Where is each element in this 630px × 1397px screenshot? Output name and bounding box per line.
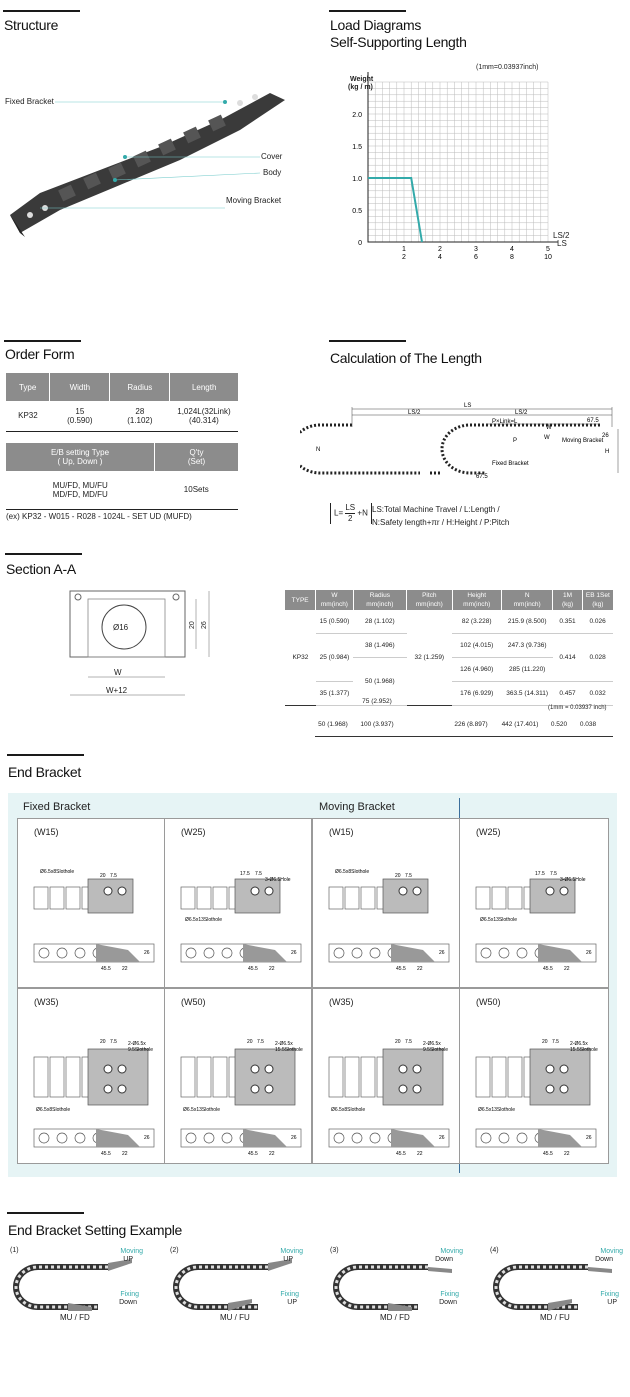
endbracket-panel: [164, 988, 312, 1164]
dim-20: 20: [395, 873, 401, 879]
setting-moving-dir: Down: [595, 1256, 613, 1263]
setting-code: MD / FU: [540, 1313, 570, 1322]
dim-45-5: 45.5: [396, 966, 406, 972]
sa-type: KP32: [285, 610, 316, 706]
endbracket-drawing: [313, 1009, 459, 1159]
sa-h-radius: Radius mm(inch): [353, 590, 406, 610]
y-tick-label: 0: [358, 240, 362, 247]
dim-hole: 2-Ø6.5x: [128, 1041, 146, 1047]
calc-title: Calculation of The Length: [330, 350, 482, 366]
order-header-width: Width: [50, 373, 110, 401]
svg-text:20: 20: [189, 621, 196, 629]
dim-7-5: 7.5: [257, 1039, 264, 1045]
svg-text:LS/2: LS/2: [408, 410, 421, 416]
setting-moving-label: Moving: [600, 1248, 623, 1255]
endbracket-panel: [312, 988, 460, 1164]
endbracket-panel: [459, 818, 609, 988]
load-chart-axes: [352, 72, 558, 261]
endbracket-panel: [459, 988, 609, 1164]
dim-slothole: Ø6.5x8Slothole: [331, 1107, 366, 1113]
dim-26: 26: [291, 1135, 297, 1141]
y-tick-label: 1.0: [352, 176, 362, 183]
order-header-radius: Radius: [110, 373, 170, 401]
order-bar: [4, 340, 81, 342]
svg-text:P: P: [513, 438, 518, 444]
order-cell-width: 15 (0.590): [67, 406, 93, 425]
dim-45-5: 45.5: [543, 1151, 553, 1157]
endbracket-drawing: [165, 1009, 311, 1159]
load-xlabel-bottom: LS: [557, 239, 567, 248]
x-tick-label: 2: [438, 246, 442, 253]
x-tick-label: 3: [474, 246, 478, 253]
dim-45-5: 45.5: [248, 1151, 258, 1157]
load-xlabel-top: LS/2: [553, 231, 570, 240]
svg-text:W: W: [114, 668, 122, 677]
sa-h-type: TYPE: [285, 590, 316, 610]
svg-text:26: 26: [201, 621, 208, 629]
setting-fixing-dir: Down: [439, 1299, 457, 1306]
setting-cell-types: MU/FD, MU/FU MD/FD, MD/FU: [52, 480, 108, 499]
dim-22: 22: [417, 966, 423, 972]
svg-text:W: W: [544, 435, 550, 441]
dim-hole: 3-Ø6.5Hole: [265, 877, 291, 883]
x-tick-label-ls: 4: [438, 254, 442, 261]
calc-legend-2: N:Safety length+πr / H:Height / P:Pitch: [372, 518, 510, 527]
dim-45-5: 45.5: [248, 966, 258, 972]
order-header-type: Type: [6, 373, 50, 401]
dim-hole: 2-Ø6.5x: [275, 1041, 293, 1047]
setting-num: (2): [170, 1247, 179, 1254]
sa-h-1m: 1M (kg): [553, 590, 582, 610]
setting-fixing-label: Fixing: [440, 1291, 459, 1298]
dim-20: 20: [542, 1039, 548, 1045]
load-bar: [329, 10, 406, 12]
sa-h-n: N mm(inch): [501, 590, 552, 610]
dim-slot: 9.5Slothole: [128, 1047, 154, 1053]
setting-cell-qty: 10Sets: [183, 485, 209, 495]
dim-slothole: Ø6.5x13Slothole: [478, 1107, 515, 1113]
setting-bar: [7, 1212, 84, 1214]
order-setting-table: [6, 443, 238, 510]
setting-code: MU / FD: [60, 1313, 90, 1322]
setting-num: (3): [330, 1247, 339, 1254]
order-cell-length: 1,024L(32Link) (40.314): [177, 406, 231, 425]
endbracket-variant-label: (W50): [181, 997, 206, 1007]
dim-slot: 9.5Slothole: [423, 1047, 449, 1053]
dim-7-5: 7.5: [405, 1039, 412, 1045]
sa-pitch: 32 (1.259): [407, 610, 452, 706]
dim-26: 26: [144, 1135, 150, 1141]
order-table: [6, 373, 238, 432]
sa-h-pitch: Pitch mm(inch): [407, 590, 452, 610]
setting-num: (4): [490, 1247, 499, 1254]
setting-fixing-dir: UP: [607, 1299, 617, 1306]
endbracket-title: End Bracket: [8, 764, 81, 780]
section-note: (1mm = 0.03937 inch): [548, 705, 607, 711]
setting-moving-dir: Down: [435, 1256, 453, 1263]
setting-moving-dir: UP: [123, 1256, 133, 1263]
dim-hole: 3-Ø6.5Hole: [560, 877, 586, 883]
calc-legend-1: LS:Total Machine Travel / L:Length /: [372, 505, 500, 514]
load-title-2: Self-Supporting Length: [330, 34, 467, 50]
dim-22: 22: [122, 966, 128, 972]
endbracket-bar: [7, 754, 84, 756]
section-table: TYPE W mm(inch) Radius mm(inch) Pitch mm(inch) Height mm(inch) N mm(inch) 1M (kg) EB 1Set (kg) KP32 15 (0.590) 28 (1.102) 32 (1.259) 82 (3.228) 215.9 (8.500) 0.351 0.026 25 (0.984) 38 (1.496) 102 (4.015) 247.3 (9.736) 0.414 0.028 50 (1.968) 126 (4.960) 285 (11.220) 35 (1.377) 176 (6.929) 363.5 (14.311) 0.457 0.032: [285, 590, 613, 706]
calc-formula: L= $\frac{LS}{2}$ +N: [330, 503, 372, 524]
load-title-1: Load Diagrams: [330, 17, 422, 33]
dim-20: 20: [395, 1039, 401, 1045]
dim-7-5: 7.5: [550, 871, 557, 877]
endbracket-drawing: [460, 1009, 606, 1159]
dim-7-5: 7.5: [255, 871, 262, 877]
structure-title: Structure: [4, 17, 59, 33]
svg-text:Ø16: Ø16: [113, 623, 129, 632]
setting-moving-label: Moving: [280, 1248, 303, 1255]
dim-20: 20: [100, 1039, 106, 1045]
svg-text:Moving Bracket: Moving Bracket: [562, 438, 604, 444]
endbracket-panel: [164, 818, 312, 988]
dim-26: 26: [291, 950, 297, 956]
x-tick-label-ls: 2: [402, 254, 406, 261]
endbracket-variant-label: (W35): [34, 997, 59, 1007]
dim-slothole: Ø6.5x13Slothole: [480, 917, 517, 923]
svg-text:67.5: 67.5: [587, 418, 599, 424]
section-drawing: [66, 587, 226, 705]
dim-26: 26: [439, 1135, 445, 1141]
dim-slothole: Ø6.5x8Slothole: [335, 869, 370, 875]
setting-fixing-dir: Down: [119, 1299, 137, 1306]
endbracket-variant-label: (W15): [34, 827, 59, 837]
endbracket-panel: [312, 818, 460, 988]
dim-slothole: Ø6.5x13Slothole: [183, 1107, 220, 1113]
dim-7-5: 7.5: [552, 1039, 559, 1045]
endbracket-moving-label: Moving Bracket: [319, 801, 395, 813]
order-cell-radius: 28 (1.102): [127, 406, 153, 425]
y-tick-label: 2.0: [352, 112, 362, 119]
svg-text:LS/2: LS/2: [515, 410, 528, 416]
endbracket-drawing: [165, 839, 311, 989]
setting-code: MD / FD: [380, 1313, 410, 1322]
order-cell-type: KP32: [18, 411, 38, 421]
endbracket-panel: [17, 818, 165, 988]
dim-26: 26: [586, 1135, 592, 1141]
endbracket-variant-label: (W50): [476, 997, 501, 1007]
dim-22: 22: [564, 966, 570, 972]
order-example: (ex) KP32 - W015 - R028 - 1024L - SET UD (MUFD): [6, 512, 192, 521]
dim-22: 22: [417, 1151, 423, 1157]
dim-hole: 2-Ø6.5x: [570, 1041, 588, 1047]
dim-7-5: 7.5: [405, 873, 412, 879]
sa-h-eb: EB 1Set (kg): [582, 590, 613, 610]
svg-text:LS: LS: [464, 403, 472, 409]
dim-slothole: Ø6.5x8Slothole: [36, 1107, 71, 1113]
x-tick-label: 1: [402, 246, 406, 253]
section-title: Section A-A: [6, 561, 76, 577]
setting-fixing-label: Fixing: [280, 1291, 299, 1298]
y-tick-label: 1.5: [352, 144, 362, 151]
svg-text:Fixed Bracket: Fixed Bracket: [492, 461, 529, 467]
section-bar: [5, 553, 82, 555]
dim-22: 22: [122, 1151, 128, 1157]
setting-moving-dir: UP: [283, 1256, 293, 1263]
svg-text:H: H: [605, 449, 610, 455]
label-fixed-bracket: Fixed Bracket: [5, 97, 54, 106]
dim-hole: 2-Ø6.5x: [423, 1041, 441, 1047]
setting-moving-label: Moving: [440, 1248, 463, 1255]
dim-26: 26: [144, 950, 150, 956]
dim-45-5: 45.5: [543, 966, 553, 972]
dim-slothole: Ø6.5x8Slothole: [40, 869, 75, 875]
structure-bar: [3, 10, 80, 12]
setting-example: [168, 1245, 303, 1325]
setting-example: [328, 1245, 463, 1325]
dim-7-5: 7.5: [110, 873, 117, 879]
setting-fixing-label: Fixing: [120, 1291, 139, 1298]
y-tick-label: 0.5: [352, 208, 362, 215]
endbracket-drawing: [18, 1009, 164, 1159]
dim-17-5: 17.5: [240, 871, 250, 877]
sa-row-50: 50 (1.968) 100 (3.937) 226 (8.897) 442 (17.401) 0.520 0.038: [315, 714, 613, 737]
endbracket-fixed-label: Fixed Bracket: [23, 801, 91, 813]
endbracket-drawing: [460, 839, 606, 989]
dim-slot: 15.5Slothole: [570, 1047, 598, 1053]
sa-h-w: W mm(inch): [316, 590, 353, 610]
dim-17-5: 17.5: [535, 871, 545, 877]
sa-h-height: Height mm(inch): [452, 590, 501, 610]
load-chart: [328, 72, 588, 267]
setting-header-qty: Q'ty (Set): [155, 443, 239, 471]
load-ylabel-2: (kg / m): [348, 84, 373, 91]
dim-45-5: 45.5: [396, 1151, 406, 1157]
order-header-length: Length: [170, 373, 238, 401]
endbracket-drawing: [18, 839, 164, 989]
order-title: Order Form: [5, 346, 75, 362]
calc-bar: [329, 340, 406, 342]
x-tick-label-ls: 8: [510, 254, 514, 261]
svg-text:67.5: 67.5: [476, 474, 488, 480]
endbracket-variant-label: (W25): [181, 827, 206, 837]
x-tick-label: 4: [510, 246, 514, 253]
dim-7-5: 7.5: [110, 1039, 117, 1045]
endbracket-variant-label: (W15): [329, 827, 354, 837]
endbracket-variant-label: (W25): [476, 827, 501, 837]
setting-example: [8, 1245, 143, 1325]
label-cover: Cover: [261, 152, 283, 161]
dim-26: 26: [586, 950, 592, 956]
svg-text:W+12: W+12: [106, 686, 128, 695]
endbracket-panel: [17, 988, 165, 1164]
dim-22: 22: [269, 1151, 275, 1157]
label-body: Body: [263, 168, 282, 177]
calc-diagram: [300, 395, 620, 490]
dim-45-5: 45.5: [101, 1151, 111, 1157]
svg-text:P×Link=L: P×Link=L: [492, 419, 518, 425]
svg-text:26: 26: [602, 433, 609, 439]
dim-22: 22: [269, 966, 275, 972]
dim-20: 20: [247, 1039, 253, 1045]
endbracket-drawing: [313, 839, 459, 989]
dim-26: 26: [439, 950, 445, 956]
svg-text:N: N: [316, 447, 321, 453]
setting-code: MU / FU: [220, 1313, 250, 1322]
setting-fixing-dir: UP: [287, 1299, 297, 1306]
x-tick-label-ls: 6: [474, 254, 478, 261]
setting-title: End Bracket Setting Example: [8, 1222, 182, 1238]
load-chart-grid: [368, 82, 548, 242]
setting-moving-label: Moving: [120, 1248, 143, 1255]
setting-fixing-label: Fixing: [600, 1291, 619, 1298]
load-unit-note: (1mm=0.03937inch): [476, 64, 539, 71]
setting-example: [488, 1245, 623, 1325]
dim-45-5: 45.5: [101, 966, 111, 972]
x-tick-label-ls: 10: [544, 254, 552, 261]
dim-slothole: Ø6.5x13Slothole: [185, 917, 222, 923]
load-ylabel-1: Weight: [350, 76, 374, 83]
setting-header-type: E/B setting Type ( Up, Down ): [6, 443, 155, 471]
svg-text:W: W: [546, 425, 552, 431]
dim-22: 22: [564, 1151, 570, 1157]
endbracket-variant-label: (W35): [329, 997, 354, 1007]
setting-num: (1): [10, 1247, 19, 1254]
sa-row-75: 75 (2.952): [362, 698, 392, 705]
x-tick-label: 5: [546, 246, 550, 253]
dim-20: 20: [100, 873, 106, 879]
label-moving-bracket: Moving Bracket: [226, 196, 282, 205]
dim-slot: 15.5Slothole: [275, 1047, 303, 1053]
